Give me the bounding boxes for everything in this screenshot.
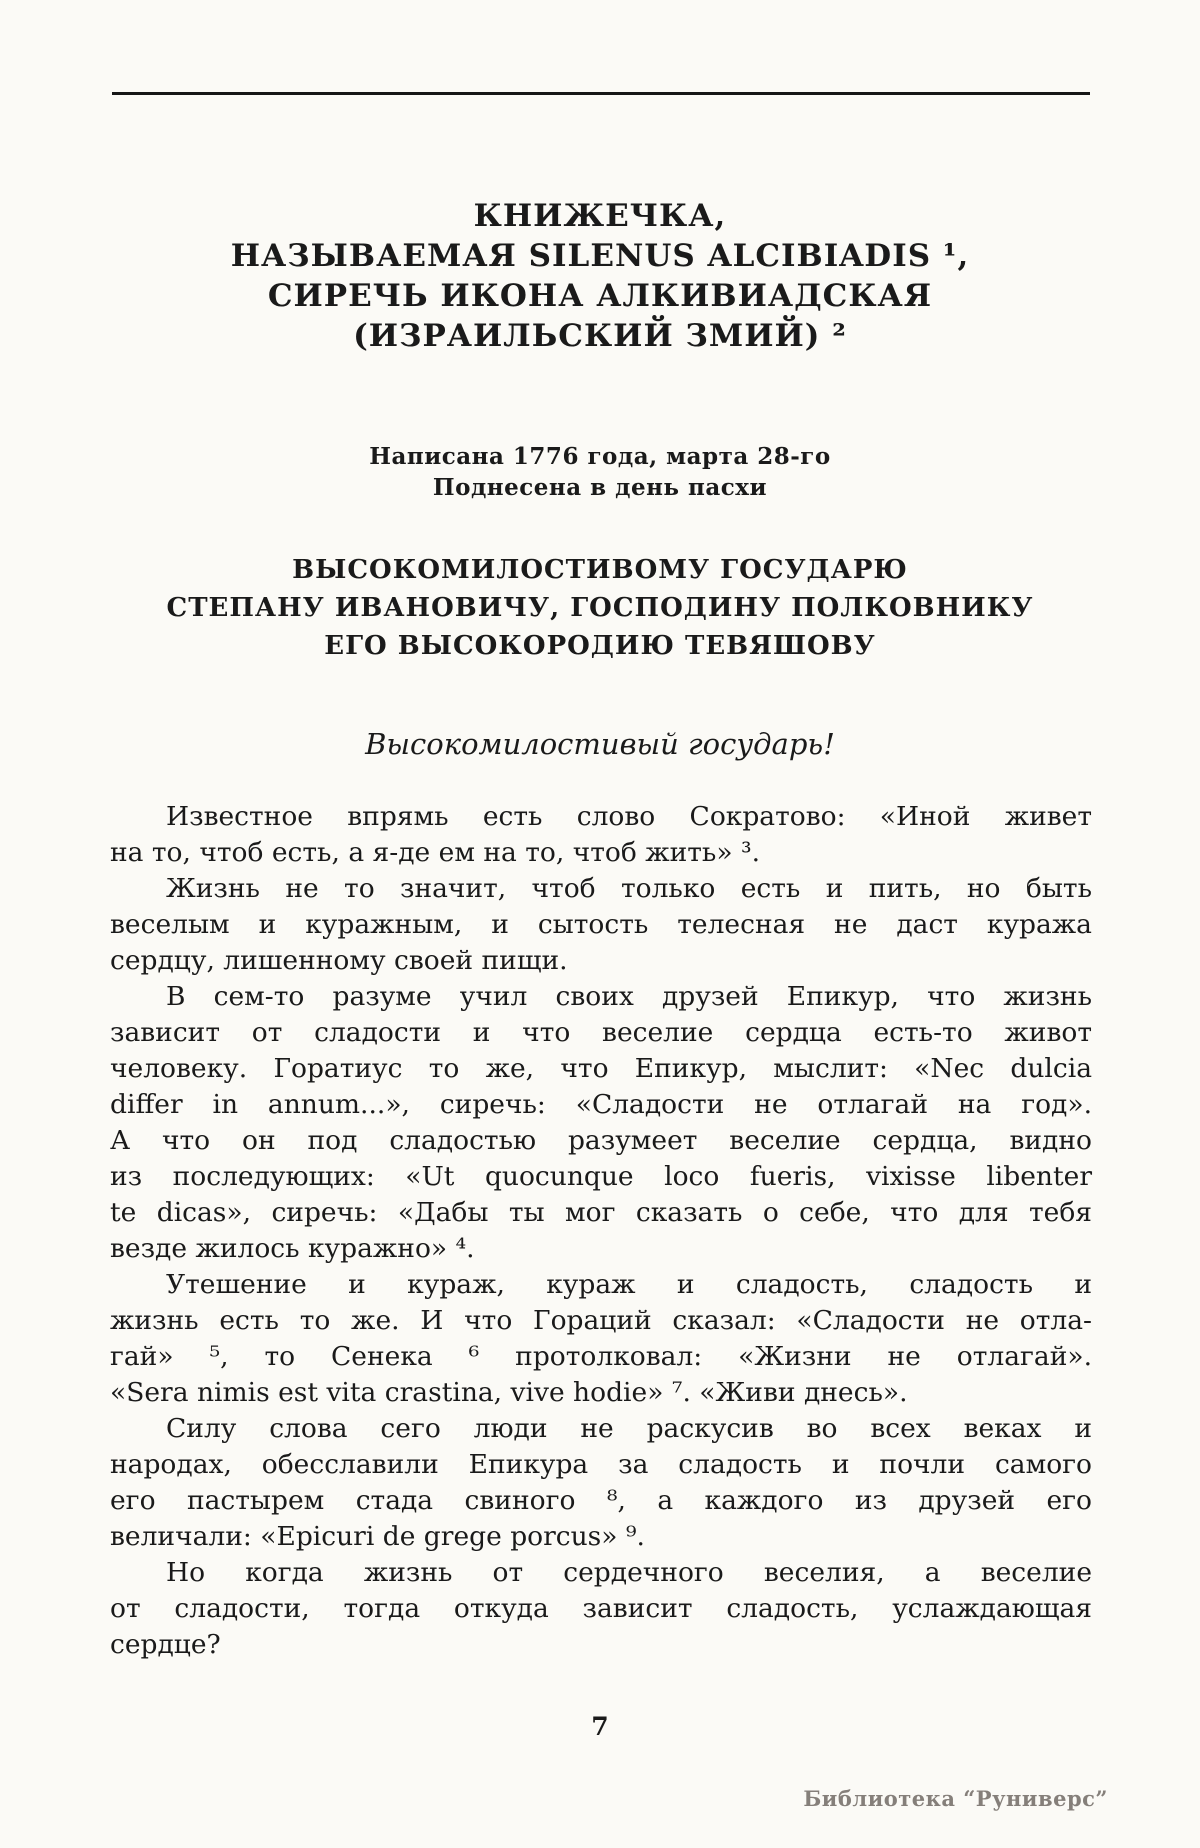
paragraph: [110, 799, 1092, 871]
text-line: жизнь есть то же. И что Гораций сказал: «Сладости не отла-: [110, 1305, 1092, 1336]
text-line: зависит от сладости и что веселие сердца есть-то живот: [110, 1017, 1092, 1048]
text-line: Но когда жизнь от сердечного веселия, а веселие: [166, 1557, 1092, 1588]
text-line: сердце?: [110, 1629, 221, 1660]
text-line: веселым и куражным, и сытость телесная не даст куража: [110, 909, 1092, 940]
text-line: величали: «Epicuri de grege porcus» ⁹.: [110, 1521, 645, 1552]
salutation: Высокомилостивый государь!: [365, 727, 835, 761]
text-line: te dicas», сиречь: «Дабы ты мог сказать о себе, что для тебя: [110, 1197, 1092, 1228]
text-line: гай» ⁵, то Сенека ⁶ протолковал: «Жизни не отлагай».: [110, 1341, 1092, 1372]
text-line: из последующих: «Ut quocunque loco fueris, vixisse libenter: [110, 1161, 1092, 1192]
text-line: differ in annum...», сиречь: «Сладости не отлагай на год».: [110, 1089, 1092, 1120]
subtitle-block: [0, 441, 1200, 503]
text-line: народах, обесславили Епикура за сладость и почли самого: [110, 1449, 1092, 1480]
text-line: Силу слова сего люди не раскусив во всех веках и: [166, 1413, 1092, 1444]
text-line: Поднесена в день пасхи: [432, 474, 768, 501]
page-number: 7: [591, 1712, 609, 1741]
text-line: ВЫСОКОМИЛОСТИВОМУ ГОСУДАРЮ: [292, 555, 908, 585]
text-line: (ИЗРАИЛЬСКИЙ ЗМИЙ) ²: [353, 318, 847, 354]
text-line: СТЕПАНУ ИВАНОВИЧУ, ГОСПОДИНУ ПОЛКОВНИКУ: [166, 593, 1034, 623]
text-line: человеку. Горатиус то же, что Епикур, мыслит: «Nec dulcia: [110, 1053, 1092, 1084]
text-line: СИРЕЧЬ ИКОНА АЛКИВИАДСКАЯ: [267, 278, 933, 314]
dedication-block: [0, 551, 1200, 665]
text-line: Написана 1776 года, марта 28-го: [369, 443, 831, 470]
text-line: на то, чтоб есть, а я-де ем на то, чтоб жить» ³.: [110, 837, 761, 868]
text-line: А что он под сладостью разумеет веселие сердца, видно: [110, 1125, 1092, 1156]
text-line: Известное впрямь есть слово Сократово: «Иной живет: [166, 801, 1092, 832]
text-line: ЕГО ВЫСОКОРОДИЮ ТЕВЯШОВУ: [324, 631, 876, 661]
body-text: [110, 799, 1092, 1663]
text-line: от сладости, тогда откуда зависит сладость, услаждающая: [110, 1593, 1092, 1624]
text-line: НАЗЫВАЕМАЯ SILENUS ALCIBIADIS ¹,: [230, 238, 970, 274]
watermark: Библиотека “Руниверс”: [803, 1786, 1108, 1811]
paragraph: [110, 1411, 1092, 1555]
text-line: В сем-то разуме учил своих друзей Епикур, что жизнь: [166, 981, 1092, 1012]
paragraph: [110, 871, 1092, 979]
text-line: везде жилось куражно» ⁴.: [110, 1233, 475, 1264]
title-block: [0, 196, 1200, 356]
paragraph: [110, 979, 1092, 1267]
text-line: его пастырем стада свиного ⁸, а каждого из друзей его: [110, 1485, 1092, 1516]
text-line: Утешение и кураж, кураж и сладость, сладость и: [166, 1269, 1092, 1300]
text-line: сердцу, лишенному своей пищи.: [110, 945, 568, 976]
top-rule: [112, 92, 1090, 95]
text-line: Жизнь не то значит, чтоб только есть и пить, но быть: [166, 873, 1092, 904]
text-line: КНИЖЕЧКА,: [473, 198, 727, 234]
paragraph: [110, 1555, 1092, 1663]
paragraph: [110, 1267, 1092, 1411]
text-line: «Sera nimis est vita crastina, vive hodie» ⁷. «Живи днесь».: [110, 1377, 908, 1408]
